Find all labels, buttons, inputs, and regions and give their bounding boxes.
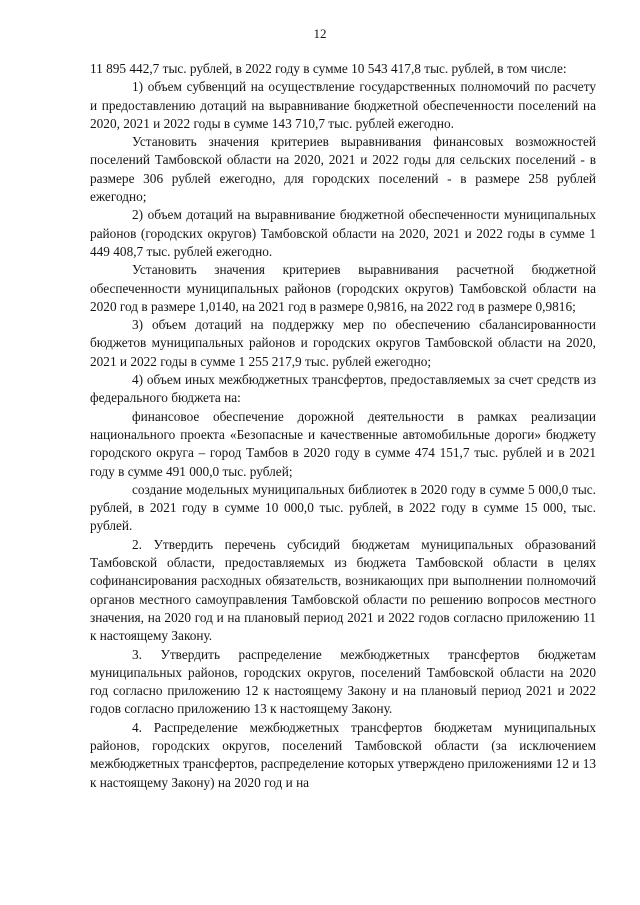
paragraph-item-4: 4. Распределение межбюджетных трансфертов бюджетам муниципальных районов, городских округов, поселений Тамбовской области (за исключением межбюджетных трансфертов, распределение которых утверждено приложениями 12 и 13 к настоящему Закону) на 2020 год и на — [90, 719, 596, 790]
paragraph-district-grants: 2) объем дотаций на выравнивание бюджетной обеспеченности муниципальных районов (городских округов) Тамбовской области на 2020, 2021 и 2022 годы в сумме 1 449 408,7 тыс. рублей ежегодно. — [90, 207, 596, 259]
paragraph-subventions: 1) объем субвенций на осуществление государственных полномочий по расчету и предоставлению дотаций на выравнивание бюджетной обеспеченности поселений на 2020, 2021 и 2022 годы в сумме 143 710,7 тыс. рублей ежегодно. — [90, 79, 596, 131]
paragraph-other-transfers: 4) объем иных межбюджетных трансфертов, предоставляемых за счет средств из федерального бюджета на: — [90, 372, 596, 406]
page-number: 12 — [313, 26, 327, 41]
paragraph-item-3: 3. Утвердить распределение межбюджетных трансфертов бюджетам муниципальных районов, городских округов, поселений Тамбовской области на 2020 год согласно приложению 12 к настоящему Закону и на плановый период 2021 и 2022 годов согласно приложению 13 к настоящему Закону. — [90, 646, 596, 717]
paragraph-item-2: 2. Утвердить перечень субсидий бюджетам муниципальных образований Тамбовской области, предоставляемых из бюджета Тамбовской области в целях софинансирования расходных обязательств, возникающих при выполнении полномочий органов местного самоуправления Тамбовской области по решению вопросов местного значения, на 2020 год и на плановый период 2021 и 2022 годов согласно приложению 11 к настоящему Закону. — [90, 536, 596, 644]
paragraph-balance-grants: 3) объем дотаций на поддержку мер по обеспечению сбалансированности бюджетов муниципальных районов и городских округов Тамбовской области на 2020, 2021 и 2022 годы в сумме 1 255 217,9 тыс. рублей ежегодно; — [90, 317, 596, 369]
paragraph-libraries: создание модельных муниципальных библиотек в 2020 году в сумме 5 000,0 тыс. рублей, в 2021 году в сумме 10 000,0 тыс. рублей, в 2022 году в сумме 15 000, тыс. рублей. — [90, 481, 596, 534]
paragraph-continuation: 11 895 442,7 тыс. рублей, в 2022 году в сумме 10 543 417,8 тыс. рублей, в том числе: — [90, 61, 567, 76]
paragraph-district-criteria: Установить значения критериев выравнивания расчетной бюджетной обеспеченности муниципальных районов (городских округов) Тамбовской области на 2020 год в размере 1,0140, на 2021 год в размере 0,9816, на 2022 год в размере 0,9816; — [90, 262, 596, 314]
document-body — [90, 60, 596, 792]
paragraph-road-activity: финансовое обеспечение дорожной деятельности в рамках реализации национального проекта «Безопасные и качественные автомобильные дороги» бюджету городского округа – город Тамбов в 2020 году в сумме 474 151,7 тыс. рублей и в 2021 году в сумме 491 000,0 тыс. рублей; — [90, 408, 596, 479]
paragraph-settlement-criteria: Установить значения критериев выравнивания финансовых возможностей поселений Тамбовской области на 2020, 2021 и 2022 годы для сельских поселений - в размере 306 рублей ежегодно, для городских поселений - в размере 258 рублей ежегодно; — [90, 134, 596, 205]
